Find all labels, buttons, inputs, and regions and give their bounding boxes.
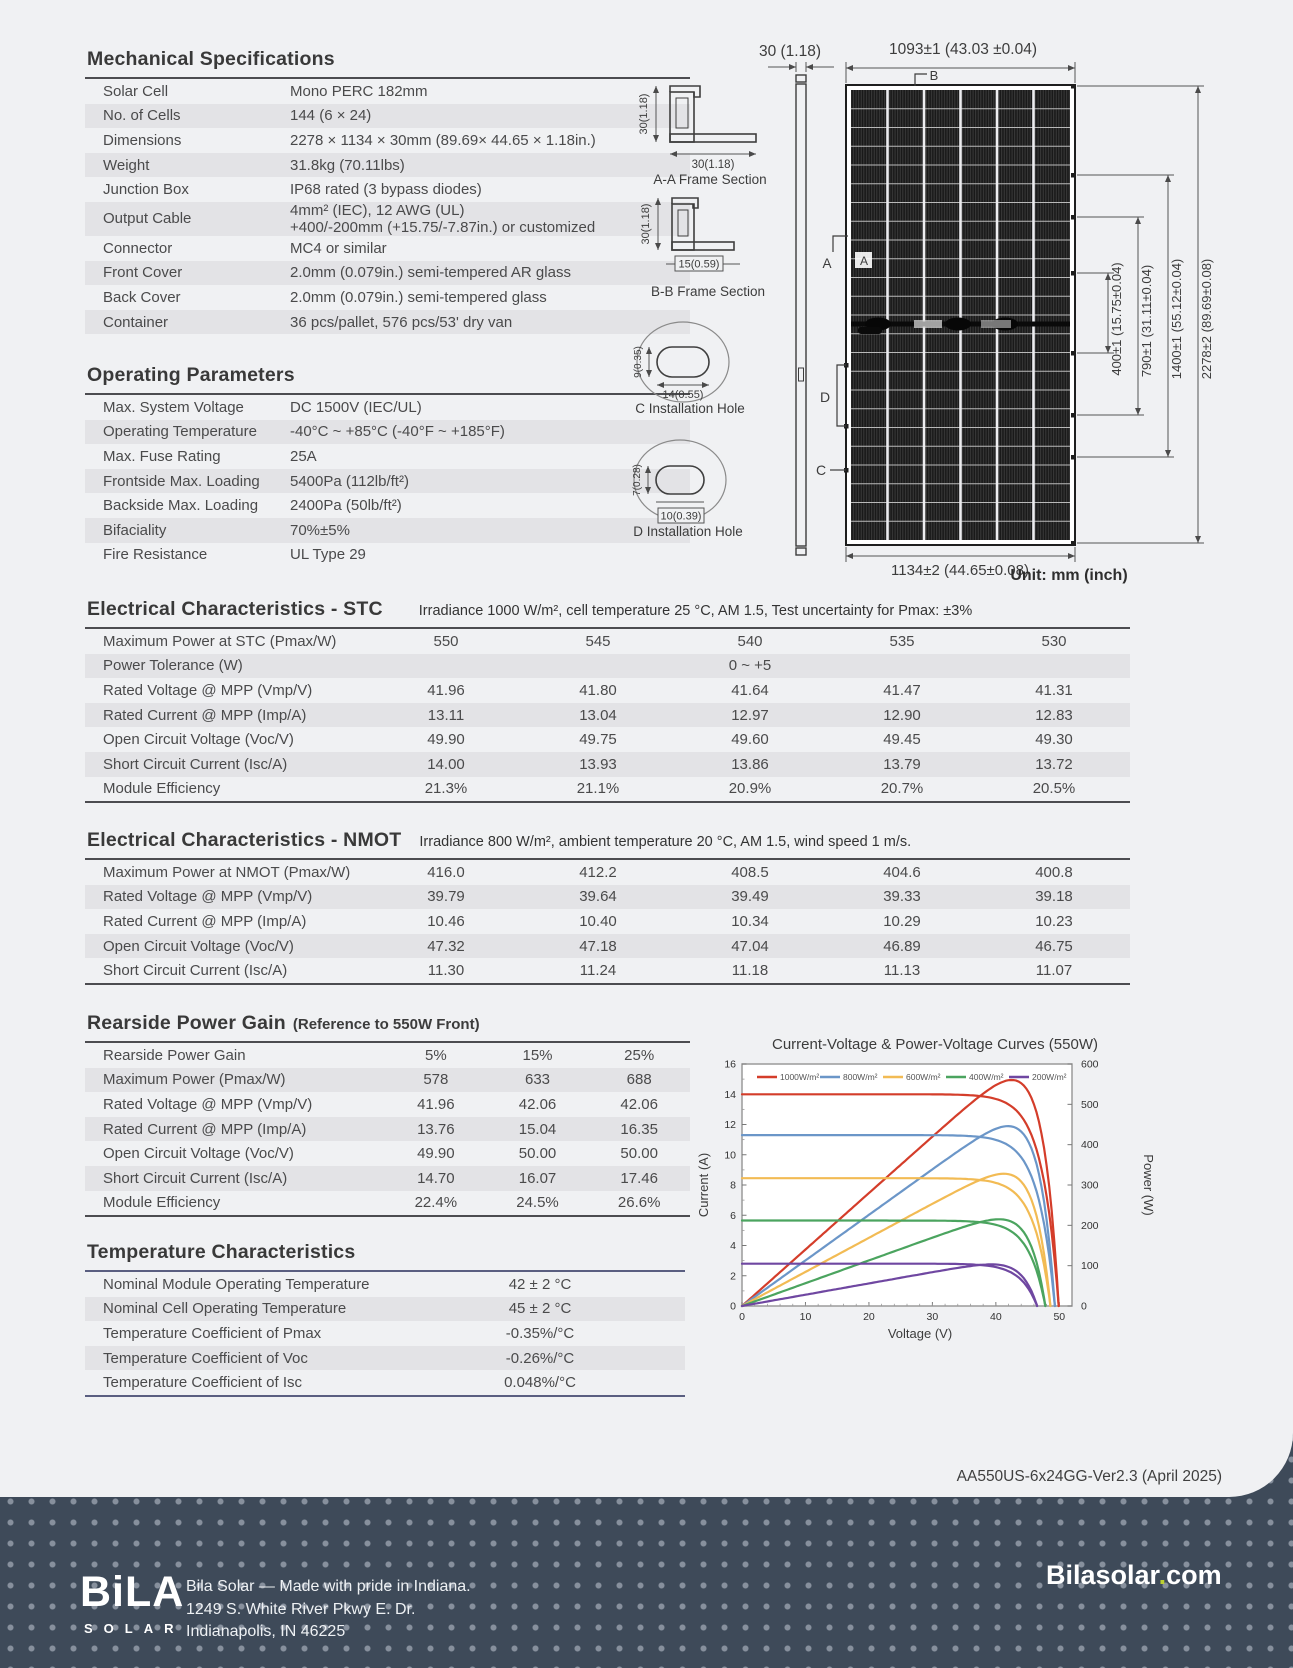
table-cell: -40°C ~ +85°C (-40°F ~ +185°F) xyxy=(290,423,505,441)
table-cell: 13.04 xyxy=(579,706,617,724)
table-cell: DC 1500V (IEC/UL) xyxy=(290,398,422,416)
table-cell: Short Circuit Current (Isc/A) xyxy=(103,1169,288,1187)
mechanical-table xyxy=(85,79,690,334)
table-cell: 2400Pa (50lb/ft²) xyxy=(290,497,402,515)
aa-width-dim: 30(1.18) xyxy=(691,159,735,171)
c-hole-height-dim: 9(0.35) xyxy=(633,346,644,378)
table-cell: Power Tolerance (W) xyxy=(103,657,243,675)
table-cell: Open Circuit Voltage (Voc/V) xyxy=(103,937,294,955)
svg-text:0: 0 xyxy=(739,1311,745,1323)
unit-note: Unit: mm (inch) xyxy=(1010,567,1128,584)
table-cell: 10.23 xyxy=(1035,912,1073,930)
c-hole-width-dim: 14(0.55) xyxy=(662,389,704,401)
table-row xyxy=(85,202,690,236)
section-mechanical xyxy=(85,48,690,334)
table-cell: 25A xyxy=(290,447,317,465)
bb-dim-lines xyxy=(658,198,740,264)
table-cell: 45 ± 2 °C xyxy=(508,1300,572,1318)
table-cell: 26.6% xyxy=(617,1194,661,1212)
chart-title: Current-Voltage & Power-Voltage Curves (550W) xyxy=(772,1036,1098,1053)
table-cell: MC4 or similar xyxy=(290,239,387,257)
brand-logo: BiLA xyxy=(80,1568,185,1616)
table-cell: 530 xyxy=(1041,632,1067,650)
section-title: Rearside Power Gain xyxy=(87,1012,286,1034)
table-row xyxy=(85,395,690,420)
table-cell: Maximum Power (Pmax/W) xyxy=(103,1071,286,1089)
table-cell: 49.45 xyxy=(883,731,921,749)
table-cell: Short Circuit Current (Isc/A) xyxy=(103,962,288,980)
table-cell: Fire Resistance xyxy=(103,546,208,564)
y-axis-label-left: Current (A) xyxy=(696,1152,711,1218)
table-row xyxy=(85,777,1130,802)
svg-text:0: 0 xyxy=(730,1300,736,1313)
section-operating xyxy=(85,364,690,567)
section-stc xyxy=(85,598,1130,803)
section-heading xyxy=(85,1012,690,1043)
table-cell: 49.90 xyxy=(427,731,465,749)
table-cell: Rearside Power Gain xyxy=(103,1046,246,1064)
table-cell: Rated Voltage @ MPP (Vmp/V) xyxy=(103,888,313,906)
table-cell: 404.6 xyxy=(883,863,921,881)
table-row xyxy=(85,79,690,104)
table-cell: 400.8 xyxy=(1035,863,1073,881)
svg-text:2: 2 xyxy=(730,1270,736,1283)
d-hole-height-dim: 7(0.28) xyxy=(632,464,643,496)
table-cell: 13.86 xyxy=(731,755,769,773)
aa-frame-section-drawing xyxy=(670,86,756,142)
table-cell: 12.90 xyxy=(883,706,921,724)
marker-d xyxy=(820,365,846,426)
table-cell: Operating Temperature xyxy=(103,423,257,441)
table-row xyxy=(85,444,690,469)
svg-text:1000W/m²: 1000W/m² xyxy=(780,1072,820,1082)
table-cell: 20.7% xyxy=(880,780,924,798)
table-cell: 42 ± 2 °C xyxy=(508,1275,572,1293)
section-title-suffix: (Reference to 550W Front) xyxy=(292,1016,480,1033)
temperature-table xyxy=(85,1272,685,1397)
table-row xyxy=(85,1043,690,1068)
table-cell: 633 xyxy=(524,1071,551,1089)
table-cell: 13.11 xyxy=(427,706,465,724)
bb-frame-label: B-B Frame Section xyxy=(650,284,766,299)
table-cell: 10.29 xyxy=(883,912,921,930)
section-subtitle: Irradiance 1000 W/m², cell temperature 25 °C, AM 1.5, Test uncertainty for Pmax: ±3% xyxy=(418,603,973,619)
table-cell: 41.47 xyxy=(883,681,921,699)
website-link[interactable] xyxy=(1046,1560,1222,1591)
table-row xyxy=(85,934,1130,959)
table-cell: 578 xyxy=(423,1071,449,1089)
table-cell: Output Cable xyxy=(103,210,192,228)
table-cell: 2.0mm (0.079in.) semi-tempered glass xyxy=(290,288,547,306)
y-axis-label-right: Power (W) xyxy=(1141,1154,1156,1216)
table-row xyxy=(85,177,690,202)
section-heading xyxy=(85,364,690,395)
table-cell: 15.04 xyxy=(518,1120,557,1138)
table-cell: 10.40 xyxy=(579,912,617,930)
table-cell: 24.5% xyxy=(516,1194,559,1212)
aa-height-dim: 30(1.18) xyxy=(638,93,650,135)
table-row xyxy=(85,752,1130,777)
panel-front-view xyxy=(844,84,1076,546)
table-cell: 416.0 xyxy=(427,863,465,881)
table-row xyxy=(85,1297,685,1322)
table-cell: 4mm² (IEC), 12 AWG (UL) +400/-200mm (+15.75/-7.87in.) or customized xyxy=(290,201,596,236)
table-cell: Container xyxy=(103,313,169,331)
table-cell: Open Circuit Voltage (Voc/V) xyxy=(103,1145,294,1163)
top-width-dim-lines xyxy=(846,62,1075,83)
table-row xyxy=(85,1346,685,1371)
dim-400: 400±1 (15.75±0.04) xyxy=(1109,262,1124,376)
table-row xyxy=(85,654,1130,679)
table-row xyxy=(85,727,1130,752)
table-cell: Nominal Cell Operating Temperature xyxy=(103,1300,347,1318)
table-cell: 11.13 xyxy=(883,962,921,980)
operating-table xyxy=(85,395,690,567)
table-row xyxy=(85,958,1130,983)
table-cell: Back Cover xyxy=(103,288,181,306)
section-rearside xyxy=(85,1012,690,1217)
table-row xyxy=(85,678,1130,703)
table-cell: Backside Max. Loading xyxy=(103,497,259,515)
table-cell: 11.24 xyxy=(579,962,617,980)
table-cell: 688 xyxy=(626,1071,652,1089)
table-row xyxy=(85,1272,685,1297)
table-cell: 39.49 xyxy=(731,888,769,906)
table-cell: 39.64 xyxy=(579,888,617,906)
svg-text:14: 14 xyxy=(724,1088,736,1101)
table-cell: Short Circuit Current (Isc/A) xyxy=(103,755,288,773)
table-row xyxy=(85,518,690,543)
table-cell: 12.97 xyxy=(731,706,769,724)
dim-1400: 1400±1 (55.12±0.04) xyxy=(1169,258,1184,380)
address-line: 1249 S. White River Pkwy E. Dr. xyxy=(186,1600,416,1618)
table-cell: Frontside Max. Loading xyxy=(103,472,260,490)
section-title: Operating Parameters xyxy=(87,364,295,386)
table-cell: Nominal Module Operating Temperature xyxy=(103,1275,370,1293)
svg-text:6: 6 xyxy=(730,1209,736,1222)
svg-text:A: A xyxy=(859,254,869,268)
table-cell: 41.64 xyxy=(731,681,769,699)
svg-text:50: 50 xyxy=(1053,1311,1066,1323)
table-cell: -0.26%/°C xyxy=(505,1349,575,1367)
table-cell: 15% xyxy=(522,1046,553,1064)
table-row xyxy=(85,1141,690,1166)
table-cell: Temperature Coefficient of Voc xyxy=(103,1349,308,1367)
company-address xyxy=(186,1576,471,1644)
table-cell: 39.79 xyxy=(427,888,465,906)
stc-table xyxy=(85,629,1130,803)
table-cell: Dimensions xyxy=(103,131,182,149)
table-cell: 5400Pa (112lb/ft²) xyxy=(290,472,409,490)
svg-text:30: 30 xyxy=(926,1311,939,1323)
version-note: AA550US-6x24GG-Ver2.3 (April 2025) xyxy=(956,1468,1222,1485)
section-heading xyxy=(85,48,690,79)
table-row xyxy=(85,128,690,153)
x-axis-label: Voltage (V) xyxy=(887,1326,953,1341)
table-cell: Max. System Voltage xyxy=(103,398,244,416)
svg-text:200: 200 xyxy=(1081,1219,1099,1232)
dim-2278: 2278±2 (89.69±0.08) xyxy=(1199,258,1214,380)
svg-text:C: C xyxy=(815,462,827,478)
bottom-width-dim: 1134±2 (44.65±0.08) xyxy=(891,562,1029,579)
address-line: Indianapolis, IN 46225 xyxy=(186,1623,346,1640)
table-cell: Mono PERC 182mm xyxy=(290,82,428,100)
c-hole-label: C Installation Hole xyxy=(635,401,745,416)
website-name: Bilasolar xyxy=(1046,1560,1159,1590)
c-hole-drawing xyxy=(633,322,729,402)
table-cell: 20.5% xyxy=(1032,780,1076,798)
section-temperature xyxy=(85,1241,685,1397)
svg-text:A: A xyxy=(822,256,832,271)
section-title: Electrical Characteristics - NMOT xyxy=(87,829,402,851)
table-cell: 42.06 xyxy=(620,1095,658,1113)
section-heading xyxy=(85,829,1130,860)
table-cell: 41.31 xyxy=(1035,681,1073,699)
table-row xyxy=(85,1117,690,1142)
nmot-table xyxy=(85,860,1130,985)
table-cell: 50.00 xyxy=(518,1145,557,1163)
table-cell: 49.90 xyxy=(417,1145,455,1163)
iv-pv-curves-chart xyxy=(695,1033,1175,1368)
svg-text:40: 40 xyxy=(990,1311,1002,1323)
table-row xyxy=(85,909,1130,934)
aa-dim-lines xyxy=(656,86,756,154)
section-nmot xyxy=(85,829,1130,985)
svg-text:800W/m²: 800W/m² xyxy=(843,1072,878,1082)
table-cell: UL Type 29 xyxy=(290,546,366,564)
table-cell: Rated Voltage @ MPP (Vmp/V) xyxy=(103,1095,313,1113)
table-cell: 14.70 xyxy=(417,1169,455,1187)
table-cell: 16.35 xyxy=(620,1120,658,1138)
d-hole-width-dim: 10(0.39) xyxy=(660,510,702,523)
table-cell: Weight xyxy=(103,156,150,174)
table-row xyxy=(85,153,690,178)
section-title: Mechanical Specifications xyxy=(87,48,335,70)
table-cell: 10.46 xyxy=(427,912,465,930)
table-cell: 12.83 xyxy=(1035,706,1073,724)
table-cell: 46.75 xyxy=(1035,937,1073,955)
table-cell: 2.0mm (0.079in.) semi-tempered AR glass xyxy=(290,264,571,282)
table-cell: 540 xyxy=(737,632,763,650)
table-cell: 39.18 xyxy=(1035,888,1073,906)
table-row xyxy=(85,885,1130,910)
address-line: Bila Solar — Made with pride in Indiana. xyxy=(186,1578,471,1595)
table-cell: 39.33 xyxy=(883,888,921,906)
svg-text:D: D xyxy=(819,389,831,405)
top-width-dim: 1093±1 (43.03 ±0.04) xyxy=(888,41,1038,58)
website-dot: . xyxy=(1158,1560,1167,1590)
d-hole-drawing xyxy=(632,440,726,523)
table-row xyxy=(85,285,690,310)
table-row xyxy=(85,261,690,286)
table-row xyxy=(85,543,690,568)
aa-frame-label: A-A Frame Section xyxy=(653,172,767,187)
table-cell: 13.76 xyxy=(417,1120,455,1138)
table-cell: 47.32 xyxy=(427,937,465,955)
svg-text:16: 16 xyxy=(724,1058,736,1071)
table-cell: No. of Cells xyxy=(103,107,181,125)
svg-text:4: 4 xyxy=(730,1240,736,1252)
svg-text:200W/m²: 200W/m² xyxy=(1032,1072,1067,1082)
side-width-dim-lines xyxy=(768,62,834,72)
svg-text:400W/m²: 400W/m² xyxy=(969,1072,1004,1082)
marker-c xyxy=(816,462,846,478)
table-row xyxy=(85,493,690,518)
marker-b xyxy=(915,68,938,86)
table-row xyxy=(85,1321,685,1346)
table-cell: 13.79 xyxy=(883,755,921,773)
table-cell: 17.46 xyxy=(620,1169,658,1187)
table-cell: 21.1% xyxy=(576,780,620,798)
table-cell: 550 xyxy=(433,632,459,650)
table-cell: Temperature Coefficient of Pmax xyxy=(103,1324,322,1342)
table-cell: Max. Fuse Rating xyxy=(103,447,221,465)
table-cell: 50.00 xyxy=(620,1145,658,1163)
table-cell: Rated Current @ MPP (Imp/A) xyxy=(103,912,307,930)
table-row xyxy=(85,469,690,494)
svg-text:600W/m²: 600W/m² xyxy=(906,1072,941,1082)
table-cell: Rated Current @ MPP (Imp/A) xyxy=(103,706,307,724)
table-cell: 13.93 xyxy=(579,755,617,773)
table-cell: -0.35%/°C xyxy=(505,1324,575,1342)
table-cell: 70%±5% xyxy=(290,521,350,539)
table-cell: 31.8kg (70.11lbs) xyxy=(290,156,405,174)
table-cell: Open Circuit Voltage (Voc/V) xyxy=(103,731,294,749)
svg-text:B: B xyxy=(929,68,939,83)
panel-side-view xyxy=(796,75,806,555)
table-cell: Module Efficiency xyxy=(103,780,221,798)
table-cell: Temperature Coefficient of Isc xyxy=(103,1374,302,1392)
table-cell: 46.89 xyxy=(883,937,921,955)
rearside-table xyxy=(85,1043,690,1217)
table-cell: 21.3% xyxy=(424,780,468,798)
website-tld: com xyxy=(1166,1560,1222,1590)
table-row xyxy=(85,1370,685,1395)
table-cell: Connector xyxy=(103,239,173,257)
table-cell: 0.048%/°C xyxy=(504,1374,576,1392)
table-cell: 144 (6 × 24) xyxy=(290,107,372,125)
bottom-width-dim-lines xyxy=(846,547,1075,562)
table-cell: 5% xyxy=(424,1046,447,1064)
section-title: Electrical Characteristics - STC xyxy=(87,598,383,620)
table-cell: 14.00 xyxy=(427,755,465,773)
table-cell: 36 pcs/pallet, 576 pcs/53' dry van xyxy=(290,313,513,331)
table-cell: Bifaciality xyxy=(103,521,167,539)
section-subtitle: Irradiance 800 W/m², ambient temperature 20 °C, AM 1.5, wind speed 1 m/s. xyxy=(419,834,912,850)
table-cell: Maximum Power at STC (Pmax/W) xyxy=(103,632,337,650)
svg-text:100: 100 xyxy=(1081,1260,1099,1273)
table-cell: 13.72 xyxy=(1035,755,1073,773)
table-row xyxy=(85,236,690,261)
table-cell: 408.5 xyxy=(731,863,769,881)
svg-text:10: 10 xyxy=(799,1311,812,1323)
table-row xyxy=(85,1092,690,1117)
table-cell: 25% xyxy=(624,1046,655,1064)
brand-logo-subtext: SOLAR xyxy=(84,1621,185,1636)
table-cell: IP68 rated (3 bypass diodes) xyxy=(290,181,482,199)
dim-790: 790±1 (31.11±0.04) xyxy=(1139,264,1154,378)
table-cell: 10.34 xyxy=(731,912,769,930)
table-cell: Module Efficiency xyxy=(103,1194,221,1212)
panel-technical-drawing xyxy=(618,28,1228,603)
table-row xyxy=(85,703,1130,728)
side-width-dim: 30 (1.18) xyxy=(758,43,822,60)
bb-width-dim: 15(0.59) xyxy=(678,258,720,271)
table-cell: 49.60 xyxy=(731,731,769,749)
table-cell: Solar Cell xyxy=(103,82,169,100)
table-cell: 11.30 xyxy=(427,962,465,980)
svg-text:600: 600 xyxy=(1081,1058,1099,1071)
table-row xyxy=(85,104,690,129)
bb-frame-section-drawing xyxy=(672,198,734,250)
table-cell: 535 xyxy=(889,632,915,650)
svg-text:8: 8 xyxy=(730,1179,736,1192)
table-cell: 41.96 xyxy=(427,681,465,699)
table-cell: 47.18 xyxy=(579,937,617,955)
table-row xyxy=(85,860,1130,885)
table-cell: 11.18 xyxy=(731,962,769,980)
table-cell: 49.30 xyxy=(1035,731,1073,749)
table-cell: 20.9% xyxy=(728,780,772,798)
table-cell: 47.04 xyxy=(731,937,769,955)
table-cell: 49.75 xyxy=(579,731,617,749)
table-cell: 16.07 xyxy=(518,1169,557,1187)
table-cell: 412.2 xyxy=(579,863,617,881)
table-cell: 11.07 xyxy=(1035,962,1073,980)
table-cell: Maximum Power at NMOT (Pmax/W) xyxy=(103,863,351,881)
table-cell: 41.96 xyxy=(417,1095,455,1113)
table-row xyxy=(85,1068,690,1093)
table-row xyxy=(85,310,690,335)
table-cell: Rated Current @ MPP (Imp/A) xyxy=(103,1120,307,1138)
svg-text:500: 500 xyxy=(1081,1098,1099,1111)
section-title: Temperature Characteristics xyxy=(87,1241,356,1263)
svg-text:300: 300 xyxy=(1081,1179,1099,1192)
table-cell: 41.80 xyxy=(579,681,617,699)
table-cell: Junction Box xyxy=(103,181,189,199)
svg-text:0: 0 xyxy=(1081,1300,1087,1313)
svg-text:12: 12 xyxy=(724,1119,736,1131)
d-hole-label: D Installation Hole xyxy=(633,524,743,539)
svg-text:20: 20 xyxy=(863,1311,875,1323)
svg-text:400: 400 xyxy=(1081,1139,1099,1152)
table-cell: 42.06 xyxy=(518,1095,557,1113)
table-cell: 545 xyxy=(585,632,611,650)
table-cell: 22.4% xyxy=(414,1194,458,1212)
table-cell: Rated Voltage @ MPP (Vmp/V) xyxy=(103,681,313,699)
table-cell: Front Cover xyxy=(103,264,183,282)
svg-text:10: 10 xyxy=(724,1149,736,1162)
table-cell: 0 ~ +5 xyxy=(728,657,772,675)
table-row xyxy=(85,1191,690,1216)
table-cell: 2278 × 1134 × 30mm (89.69× 44.65 × 1.18in.) xyxy=(290,131,596,149)
table-row xyxy=(85,629,1130,654)
section-heading xyxy=(85,1241,685,1272)
table-row xyxy=(85,1166,690,1191)
table-row xyxy=(85,420,690,445)
bb-height-dim: 30(1.18) xyxy=(640,203,652,245)
